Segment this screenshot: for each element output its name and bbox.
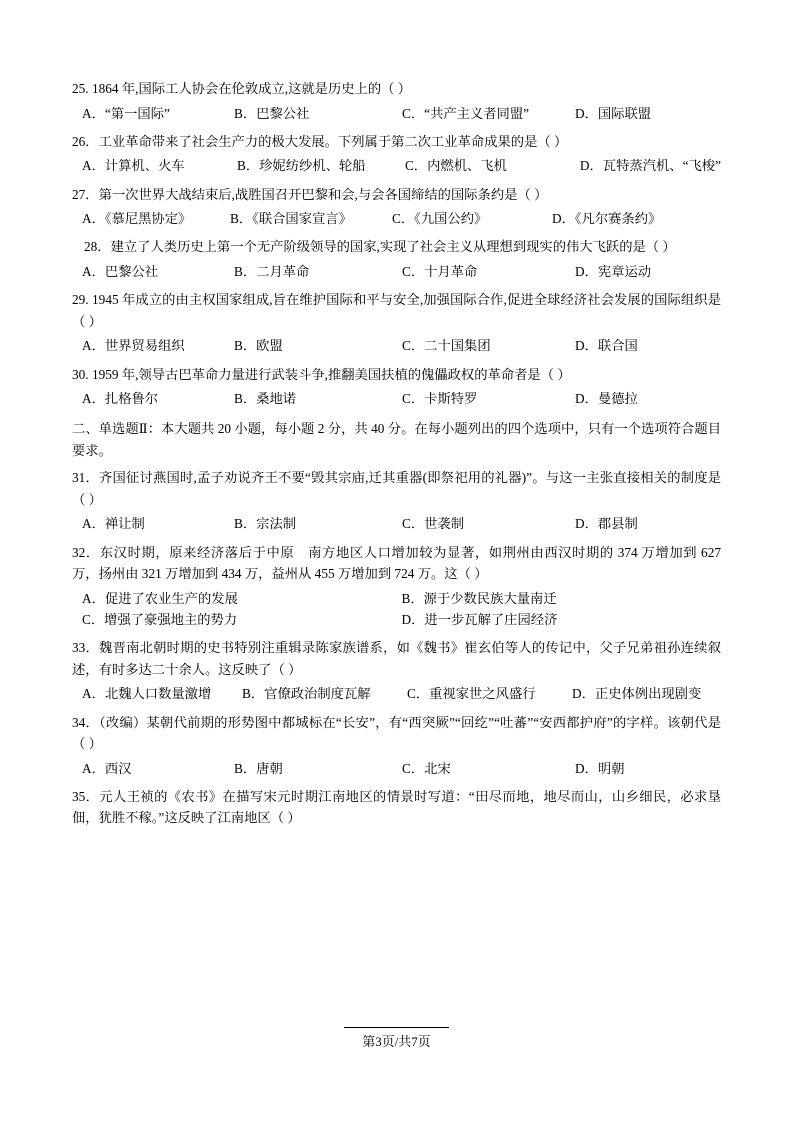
question-stem: 34．（改编）某朝代前期的形势图中都城标在“长安”，有“西突厥”“回纥”“吐蕃”“安西都护府”的字样。该朝代是（ ） — [72, 714, 721, 752]
question-block — [72, 637, 721, 704]
option-b[interactable]: B．《联合国家宣言》 — [230, 211, 352, 227]
option-a[interactable]: A．扎格鲁尔 — [82, 391, 159, 407]
question-stem: 29. 1945 年成立的由主权国家组成,旨在维护国际和平与安全,加强国际合作,促进全球经济社会发展的国际组织是（ ） — [72, 292, 721, 329]
option-a[interactable]: A．世界贸易组织 — [82, 338, 185, 354]
question-stem: 30. 1959 年,领导古巴革命力量进行武装斗争,推翻美国扶植的傀儡政权的革命者是（ ） — [72, 366, 571, 382]
option-d[interactable]: D．宪章运动 — [575, 263, 652, 279]
option-b[interactable]: B．巴黎公社 — [234, 105, 310, 121]
option-c[interactable]: C．内燃机、飞机 — [404, 158, 507, 174]
question-stem: 33．魏晋南北朝时期的史书特别注重辑录陈家族谱系，如《魏书》崔玄伯等人的传记中，父子兄弟祖孙连续叙述，有时多达二十余人。这反映了（ ） — [72, 640, 721, 677]
option-row — [72, 103, 721, 124]
option-b[interactable]: B．官僚政治制度瓦解 — [242, 686, 371, 702]
option-b[interactable]: B．二月革命 — [234, 263, 310, 279]
option-b[interactable]: B．桑地诺 — [234, 391, 297, 407]
question-block — [72, 786, 721, 829]
question-block — [72, 131, 721, 177]
option-d[interactable]: D．《凡尔赛条约》 — [552, 211, 662, 227]
option-a[interactable]: A．计算机、火车 — [82, 158, 185, 174]
option-b[interactable]: B．源于少数民族大量南迁 — [401, 590, 557, 606]
question-stem: 35．元人王祯的《农书》在描写宋元时期江南地区的情景时写道：“田尽而地，地尽而山，山乡细民，必求垦佃，犹胜不稼。”这反映了江南地区（ ） — [72, 788, 721, 826]
option-row — [72, 758, 721, 779]
option-c[interactable]: C．十月革命 — [402, 263, 478, 279]
option-c[interactable]: C．“共产主义者同盟” — [402, 105, 530, 121]
option-b[interactable]: B．珍妮纺纱机、轮船 — [236, 158, 366, 174]
option-c[interactable]: C．重视家世之风盛行 — [407, 686, 536, 702]
question-block — [72, 236, 721, 282]
question-block — [72, 78, 721, 124]
question-stem: 27．第一次世界大战结束后,战胜国召开巴黎和会,与会各国缔结的国际条约是（ ） — [72, 186, 548, 202]
option-c[interactable]: C．《九国公约》 — [392, 211, 488, 227]
option-a[interactable]: A．“第一国际” — [82, 105, 170, 121]
question-stem: 32．东汉时期，原来经济落后于中原 南方地区人口增加较为显著，如荆州由西汉时期的 374 万增加到 627 万，扬州由 321 万增加到 434 万，益州从 455 万增加到 724 万。这（ ） — [72, 544, 721, 582]
option-b[interactable]: B．欧盟 — [234, 338, 283, 354]
page-footer — [0, 1027, 793, 1050]
option-row — [72, 208, 721, 229]
option-row — [72, 335, 721, 356]
question-block — [72, 467, 721, 534]
option-d[interactable]: D．郡县制 — [575, 516, 638, 532]
option-a[interactable]: A．《慕尼黑协定》 — [82, 211, 192, 227]
option-d[interactable]: D．曼德拉 — [575, 391, 638, 407]
option-a[interactable]: A．巴黎公社 — [82, 263, 159, 279]
question-stem: 28．建立了人类历史上第一个无产阶级领导的国家,实现了社会主义从理想到现实的伟大飞跃的是（ ） — [84, 239, 676, 255]
option-a[interactable]: A．禅让制 — [82, 516, 145, 532]
option-row — [72, 261, 721, 282]
question-block — [72, 364, 721, 410]
question-stem: 31．齐国征讨燕国时,孟子劝说齐王不要“毁其宗庙,迁其重器(即祭祀用的礼器)”。与这一主张直接相关的制度是（ ） — [72, 470, 721, 507]
option-b[interactable]: B．唐朝 — [234, 760, 283, 776]
option-row — [72, 513, 721, 534]
option-a[interactable]: A．促进了农业生产的发展 — [82, 590, 238, 606]
question-block — [72, 542, 721, 631]
question-block — [72, 289, 721, 356]
option-c[interactable]: C．世袭制 — [402, 516, 465, 532]
option-d[interactable]: D．瓦特蒸汽机、“飞梭” — [579, 158, 721, 174]
question-stem: 26．工业革命带来了社会生产力的极大发展。下列属于第二次工业革命成果的是（ ） — [72, 133, 568, 149]
option-d[interactable]: D．联合国 — [575, 338, 638, 354]
question-block — [72, 712, 721, 779]
option-row — [72, 388, 721, 409]
option-row — [72, 683, 721, 704]
option-c[interactable]: C．卡斯特罗 — [402, 391, 478, 407]
option-b[interactable]: B．宗法制 — [234, 516, 297, 532]
option-d[interactable]: D．明朝 — [575, 760, 625, 776]
option-d[interactable]: D．进一步瓦解了庄园经济 — [401, 612, 558, 628]
page-number: 第3页/共7页 — [344, 1027, 449, 1050]
question-stem: 25. 1864 年,国际工人协会在伦敦成立,这就是历史上的（ ） — [72, 81, 412, 96]
section-heading: 二、单选题Ⅱ：本大题共 20 小题，每小题 2 分，共 40 分。在每小题列出的四个选项中，只有一个选项符合题目要求。 — [72, 421, 721, 458]
option-a[interactable]: A．北魏人口数量激增 — [82, 686, 212, 702]
option-d[interactable]: D．正史体例出现剧变 — [572, 686, 702, 702]
question-block — [72, 184, 721, 230]
option-row — [72, 155, 721, 176]
option-a[interactable]: A．西汉 — [82, 760, 132, 776]
option-c[interactable]: C．二十国集团 — [402, 338, 491, 354]
option-c[interactable]: C．增强了豪强地主的势力 — [82, 612, 238, 628]
option-d[interactable]: D．国际联盟 — [575, 105, 652, 121]
option-row — [72, 588, 721, 631]
option-c[interactable]: C．北宋 — [402, 760, 451, 776]
